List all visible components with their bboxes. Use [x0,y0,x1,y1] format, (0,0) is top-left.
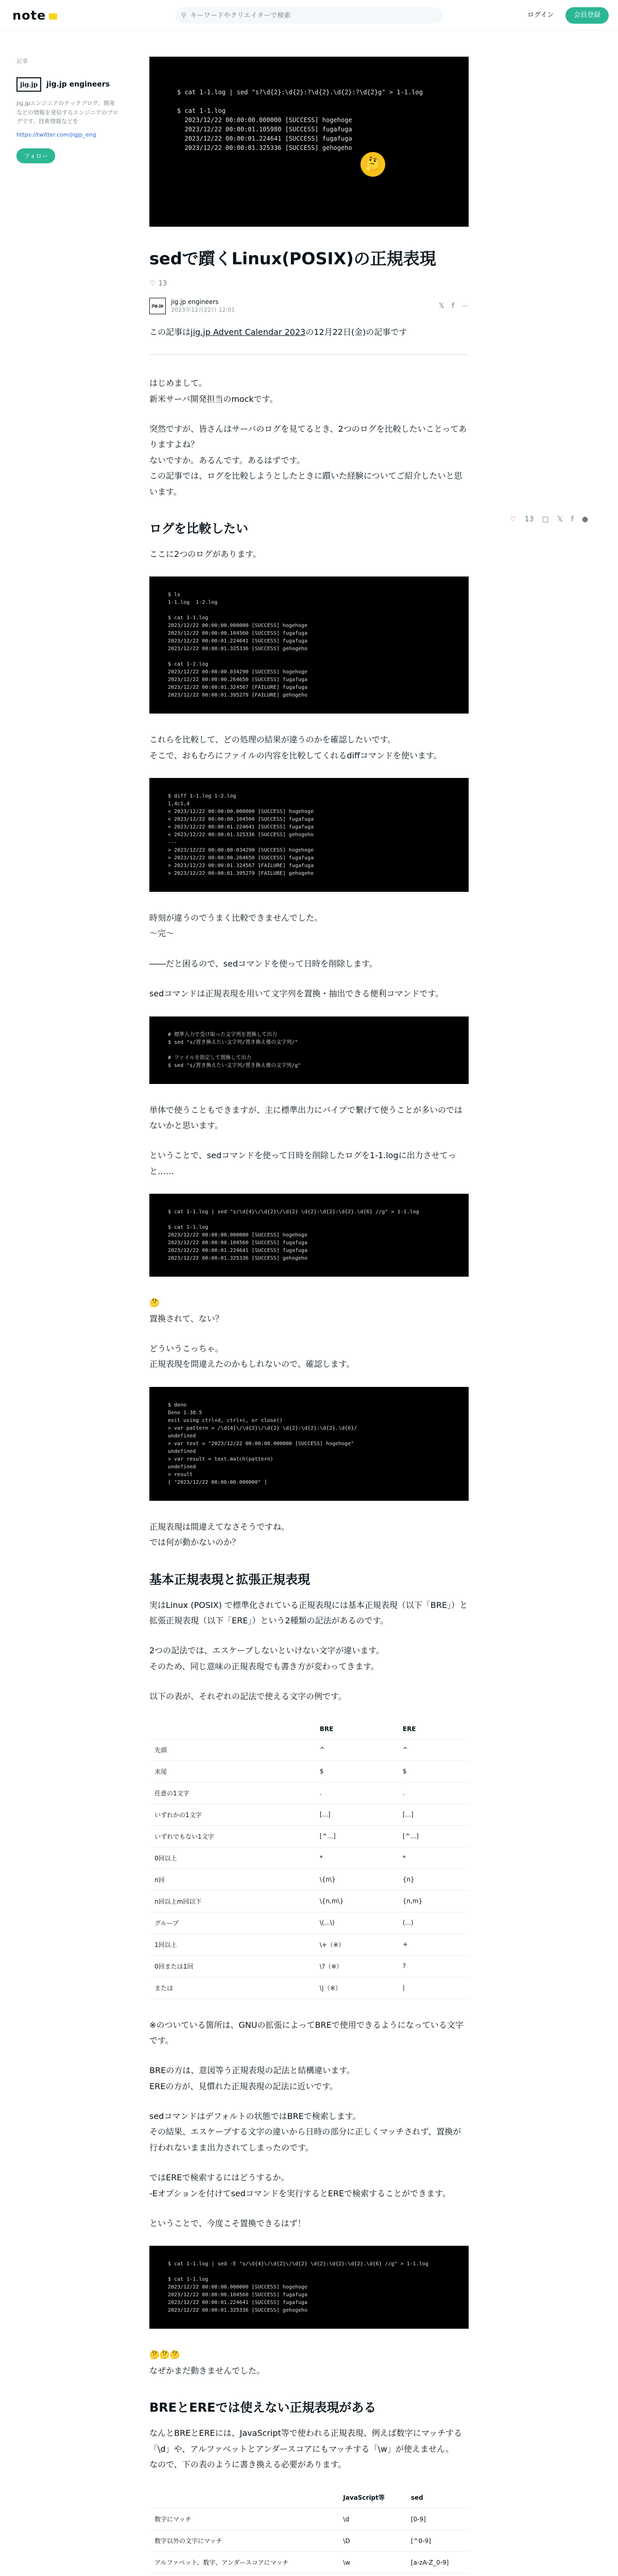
floating-actions [510,515,588,523]
table-row [149,1977,469,1998]
logo-text: note [12,8,46,23]
signup-button[interactable]: 会員登録 [565,7,609,24]
table-cell: \|（※） [315,1977,398,1998]
column-header [149,1719,315,1739]
advent-calendar-link[interactable]: jig.jp Advent Calendar 2023 [191,327,306,337]
table-row [149,1739,469,1760]
publication-link[interactable]: https://twitter.com/jigjp_eng [16,131,96,138]
publication[interactable] [16,77,119,92]
share-icons [439,302,469,310]
paragraph: sedコマンドは正規表現を用いて文字列を置換・抽出できる便利コマンドです。 [149,989,444,999]
table-cell: [...] [398,1804,469,1825]
heading: 基本正規表現と拡張正規表現 [149,1572,310,1587]
table-cell: + [398,1934,469,1955]
heading: BREとEREでは使えない正規表現がある [149,2400,376,2415]
table-row [149,1869,469,1890]
post-date: 2023年12月22日 12:01 [171,306,235,313]
like-count: 13 [524,515,534,523]
logo-spark-icon [49,13,57,20]
table-cell: グループ [149,1912,315,1934]
paragraph: 時刻が違うのでうまく比較できませんでした。 〜完〜 [149,913,323,939]
js-sed-table [149,2487,469,2573]
paragraph: ということで、sedコマンドを使って日時を削除したログを1-1.logに出力させてっと…… [149,1150,456,1176]
table-cell: [...] [315,1804,398,1825]
bre-ere-table [149,1719,469,1999]
table-cell: ^ [315,1739,398,1760]
table-cell: \(...\) [315,1912,398,1934]
code-block[interactable]: $ deno Deno 1.38.5 exit using ctrl+d, ctrl+c, or close() > var pattern = /\d{4}\/\d{2}\/\d{2} \d{2}:\d{2}:\d{2}.\d{6}/ undefined > var text = "2023/12/22 00:00:00.000000 [SUCCESS] hogehoge" undefined > var result = text.match(pattern) undefined > result [ "2023/12/22 00:00:00.000000" ] [149,1387,469,1501]
table-row [149,2530,469,2552]
table-row [149,1825,469,1847]
table-cell: * [315,1847,398,1869]
table-cell: 末尾 [149,1760,315,1782]
publication-name[interactable]: jig.jp engineers [46,80,110,89]
follow-button[interactable]: フォロー [16,148,55,163]
column-header [149,2487,338,2509]
table-cell: ^ [398,1739,469,1760]
table-cell: [^0-9] [406,2530,469,2552]
table-row [149,1760,469,1782]
publication-description: jig.jpエンジニアのテックブログ、開発などの情報を発信するエンジニアのブログです。技術情報などを [16,100,118,125]
table-cell: n回 [149,1869,315,1890]
comment-icon[interactable]: □ [542,515,549,523]
paragraph: 🤔 置換されて、ない？ [149,1298,224,1324]
line-icon[interactable]: ● [581,515,589,523]
table-cell: [0-9] [406,2509,469,2530]
paragraph: 単体で使うこともできますが、主に標準出力にパイプで繋げて使うことが多いのではないかと思います。 [149,1105,463,1131]
paragraph: どういうこっちゃ。 正規表現を間違えたのかもしれないので、確認します。 [149,1344,355,1369]
table-row [149,1955,469,1977]
table-cell: [^...] [315,1825,398,1847]
table-cell: | [398,1977,469,1998]
x-icon[interactable]: 𝕏 [438,301,445,310]
note-logo[interactable] [12,8,57,23]
table-cell: \d [338,2509,406,2530]
thinking-face-icon: 🤔 [360,152,385,177]
paragraph: ※のついている箇所は、GNUの拡張によってBREで使用できるようになっている文字です。 [149,2020,464,2045]
table-cell: \+（※） [315,1934,398,1955]
column-header: sed [406,2487,469,2509]
table-cell: $ [315,1760,398,1782]
paragraph: 突然ですが、皆さんはサーバのログを見てるとき、2つのログを比較したいことってありますよね？ ないですか。あるんです。あるはずです。 この記事では、ログを比較しようとしたときに躓いた経験についてご紹介したいと思います。 [149,423,467,497]
table-row [149,2552,469,2573]
table-header [149,2487,469,2509]
paragraph: ということで、今度こそ置換できるはず！ [149,2218,306,2229]
paragraph: sedコマンドはデフォルトの状態ではBREで検索します。 その結果、エスケープする文字の違いから日時の部分に正しくマッチされず、置換が行われないまま出力されてしまったのです。 [149,2111,461,2153]
author-row [149,298,469,314]
table-cell: [^...] [398,1825,469,1847]
table-row [149,1890,469,1912]
table-cell: \{n\} [315,1869,398,1890]
column-header: BRE [315,1719,398,1739]
table-header [149,1719,469,1739]
divider [149,354,469,355]
table-cell: {n} [398,1869,469,1890]
heart-icon[interactable]: ♡ [510,515,517,523]
table-row [149,1912,469,1934]
x-icon[interactable]: 𝕏 [557,515,563,523]
table-cell: [a-zA-Z_0-9] [406,2552,469,2573]
heart-icon[interactable]: ♡ [149,279,156,287]
column-header: JavaScript等 [338,2487,406,2509]
text: の12月22日(金)の記事です [305,327,407,337]
table-cell: {n,m} [398,1890,469,1912]
code-block[interactable]: $ cat 1-1.log | sed "s/\d{4}\/\d{2}\/\d{2} \d{2}:\d{2}:\d{2}.\d{6} //g" > 1-1.log $ cat 1-1.log 2023/12/22 00:00:00.000000 [SUCCESS] hogehoge 2023/12/22 00:00:00.104560 [SUCCESS] fugafuga 2023/12/22 00:00:01.224641 [SUCCESS] fugafuga 2023/12/22 00:00:01.325336 [SUCCESS] gehogeho [149,1194,469,1277]
code-block[interactable]: $ cat 1-1.log | sed -E "s/\d{4}\/\d{2}\/\d{2} \d{2}:\d{2}:\d{2}.\d{6} //g" > 1-1.log $ cat 1-1.log 2023/12/22 00:00:00.000000 [SUCCESS] hogehoge 2023/12/22 00:00:00.104560 [SUCCESS] fugafuga 2023/12/22 00:00:01.224641 [SUCCESS] fugafuga 2023/12/22 00:00:01.325336 [SUCCESS] gehogeho [149,2246,469,2329]
table-cell: 数字以外の文字にマッチ [149,2530,338,2552]
article-body [149,325,469,2574]
hero-code: $ cat 1-1.log | sed "s?\d{2}:\d{2}:?\d{2}.\d{2}:?\d{2}g" > 1-1.log $ cat 1-1.log 2023/12/22 00:00:00.000000 [SUCCESS] hogehoge 2023/12/22 00:00:01.105980 [SUCCESS] fugafuga 2023/12/22 00:00:01.224641 [SUCCESS] fugafuga 2023/12/22 00:00:01.325336 [SUCCESS] gehogeho [177,89,423,151]
paragraph: 🤔🤔🤔 なぜかまだ動きませんでした。 [149,2350,265,2376]
table-cell: いずれかの1文字 [149,1804,315,1825]
table-cell: . [398,1782,469,1804]
table-cell: 数字にマッチ [149,2509,338,2530]
paragraph: ではEREで検索するにはどうするか。 -Eオプションを付けてsedコマンドを実行するとEREで検索することができます。 [149,2173,451,2198]
article [149,57,469,2576]
sidebar-label: 記事 [16,58,28,64]
table-cell: 0回または1回 [149,1955,315,1977]
search-box[interactable] [175,7,443,24]
search-input[interactable] [191,12,433,20]
paragraph [149,325,469,340]
table-cell: 0回以上 [149,1847,315,1869]
paragraph: 2つの記法では、エスケープしないといけない文字が違います。 そのため、同じ意味の正規表現でも書き方が変わってきます。 [149,1646,385,1671]
code-block[interactable]: $ ls 1-1.log 1-2.log $ cat 1-1.log 2023/12/22 00:00:00.000000 [SUCCESS] hogehoge 2023/12/22 00:00:00.104560 [SUCCESS] fugafuga 2023/12/22 00:00:01.224641 [SUCCESS] fugafuga 2023/12/22 00:00:01.325336 [SUCCESS] gehogeho $ cat 1-2.log 2023/12/22 00:00:00.034290 [SUCCESS] hogehoge 2023/12/22 00:00:00.264650 [SUCCESS] fugafuga 2023/12/22 00:00:01.324567 [FAILURE] fugafuga 2023/12/22 00:00:01.395279 [FAILURE] gehogeho [149,577,469,714]
table-cell: ? [398,1955,469,1977]
code-block[interactable]: $ diff 1-1.log 1-2.log 1,4c1,4 < 2023/12/22 00:00:00.000000 [SUCCESS] hogehoge < 2023/12/22 00:00:00.104560 [SUCCESS] fugafuga < 2023/12/22 00:00:01.224641 [SUCCESS] fugafuga < 2023/12/22 00:00:01.325336 [SUCCESS] gehogeho --- > 2023/12/22 00:00:00.034290 [SUCCESS] hogehoge > 2023/12/22 00:00:00.264650 [SUCCESS] fugafuga > 2023/12/22 00:00:01.324567 [FAILURE] fugafuga > 2023/12/22 00:00:01.395279 [FAILURE] gehogeho [149,778,469,892]
table-cell: \?（※） [315,1955,398,1977]
table-cell: * [398,1847,469,1869]
table-cell: \D [338,2530,406,2552]
login-button[interactable]: ログイン [527,11,554,19]
hero-image [149,57,469,227]
paragraph: 実はLinux (POSIX) で標準化されている正規表現には基本正規表現（以下「BRE」）と拡張正規表現（以下「ERE」）という2種類の記法があるのです。 [149,1600,468,1625]
paragraph: これらを比較して、どの処理の結果が違うのかを確認したいです。 そこで、おもむろにファイルの内容を比較してくれるdiffコマンドを使います。 [149,735,442,760]
paragraph: 以下の表が、それぞれの記法で使える文字の例です。 [149,1691,347,1702]
heading: ログを比較したい [149,521,248,536]
paragraph: 正規表現は間違えてなさそうですね。 では何が動かないのか？ [149,1521,290,1548]
table-cell: アルファベット、数字、アンダースコアにマッチ [149,2552,338,2573]
like-area[interactable] [149,280,469,287]
table-row [149,1934,469,1955]
more-icon[interactable]: ⋯ [461,301,469,310]
table-cell: または [149,1977,315,1998]
table-cell: . [315,1782,398,1804]
table-cell: $ [398,1760,469,1782]
search-icon: ⚲ [181,11,186,20]
paragraph: ――だと困るので、sedコマンドを使って日時を削除します。 [149,958,377,969]
article-title: sedで躓くLinux(POSIX)の正規表現 [149,249,436,268]
header [0,0,618,31]
paragraph: BREの方は、意図等う正規表現の記法と結構違います。 EREの方が、見慣れた正規表現の記法に近いです。 [149,2065,355,2091]
paragraph: ここに2つのログがあります。 [149,549,261,559]
table-row [149,2509,469,2530]
table-row [149,1782,469,1804]
column-header: ERE [398,1719,469,1739]
table-cell: 任意の1文字 [149,1782,315,1804]
table-row [149,1804,469,1825]
facebook-icon[interactable]: f [571,515,574,523]
table-cell: \w [338,2552,406,2573]
table-cell: いずれでもない1文字 [149,1825,315,1847]
table-row [149,1847,469,1869]
facebook-icon[interactable]: f [452,301,454,310]
table-cell: (...) [398,1912,469,1934]
paragraph: はじめまして。 新米サーバ開発担当のmockです。 [149,378,278,404]
avatar[interactable]: jig.jp [149,298,166,314]
paragraph: なんとBREとEREには、JavaScript等で使われる正規表現、例えば数字にマッチする「\d」や、アルファベットとアンダースコアにもマッチする「\w」が使えません。 なので、下の表のように書き換える必要があります。 [149,2428,462,2469]
text: この記事は [149,327,191,337]
like-count: 13 [158,279,167,287]
sidebar [16,57,119,163]
table-cell: 1回以上 [149,1934,315,1955]
code-block[interactable]: # 標準入力で受け取った文字列を置換して出力 $ sed "s/置き換えたい文字列/置き換え後の文字列/" # ファイルを指定して置換して出力 $ sed "s/置き換えたい文字列/置き換え後の文字列/g" [149,1016,469,1084]
table-cell: n回以上m回以下 [149,1890,315,1912]
table-cell: \{n,m\} [315,1890,398,1912]
author-name[interactable]: jig.jp engineers [171,298,219,306]
publication-logo: jig.jp [16,77,41,92]
table-cell: 先頭 [149,1739,315,1760]
